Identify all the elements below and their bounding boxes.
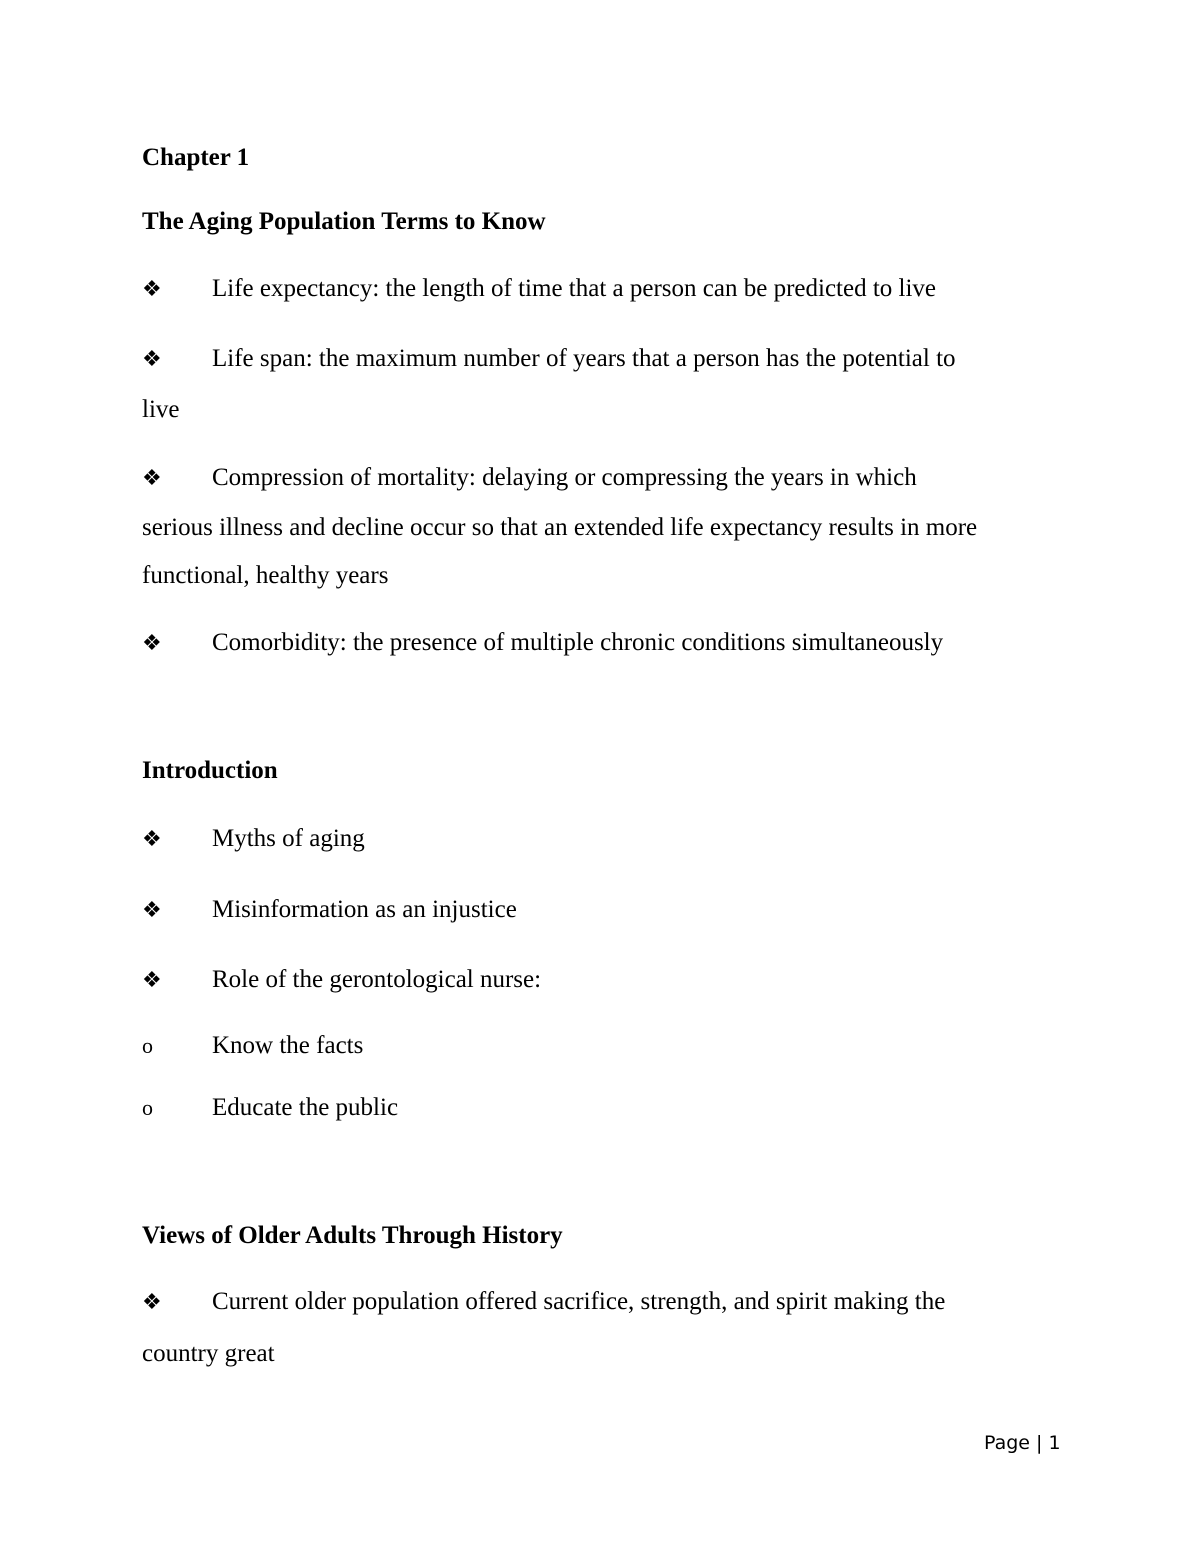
section-heading-introduction: Introduction (142, 757, 278, 784)
list-item-text: Compression of mortality: delaying or compressing the years in which (212, 464, 917, 491)
list-item-text: Know the facts (212, 1032, 364, 1059)
list-item-text: Comorbidity: the presence of multiple chronic conditions simultaneously (212, 629, 944, 656)
section-heading-views: Views of Older Adults Through History (142, 1222, 563, 1249)
bullet-marker: ❖ (142, 630, 162, 655)
chapter-title: Chapter 1 (142, 144, 250, 171)
bullet-marker: ❖ (142, 276, 162, 301)
list-item-text: Myths of aging (212, 825, 365, 852)
bullet-marker: ❖ (142, 465, 162, 490)
list-item-continuation: serious illness and decline occur so that an extended life expectancy results in more (142, 514, 978, 541)
list-item-text: Current older population offered sacrifice, strength, and spirit making the (212, 1288, 946, 1315)
list-item-text: Life expectancy: the length of time that a person can be predicted to live (212, 275, 937, 302)
list-item-text: Misinformation as an injustice (212, 896, 517, 923)
list-item-continuation: live (142, 396, 180, 423)
bullet-marker: ❖ (142, 346, 162, 371)
bullet-marker: ❖ (142, 1289, 162, 1314)
bullet-marker: ❖ (142, 826, 162, 851)
list-item-text: Role of the gerontological nurse: (212, 966, 542, 993)
sub-bullet-marker: o (142, 1033, 153, 1058)
sub-bullet-marker: o (142, 1095, 153, 1120)
list-item-text: Life span: the maximum number of years that a person has the potential to (212, 345, 956, 372)
list-item-text: Educate the public (212, 1094, 399, 1121)
bullet-marker: ❖ (142, 967, 162, 992)
list-item-continuation: functional, healthy years (142, 562, 389, 589)
list-item-continuation: country great (142, 1340, 275, 1367)
section-heading-terms: The Aging Population Terms to Know (142, 208, 546, 235)
page-footer: Page | 1 (984, 1432, 1061, 1454)
bullet-marker: ❖ (142, 897, 162, 922)
